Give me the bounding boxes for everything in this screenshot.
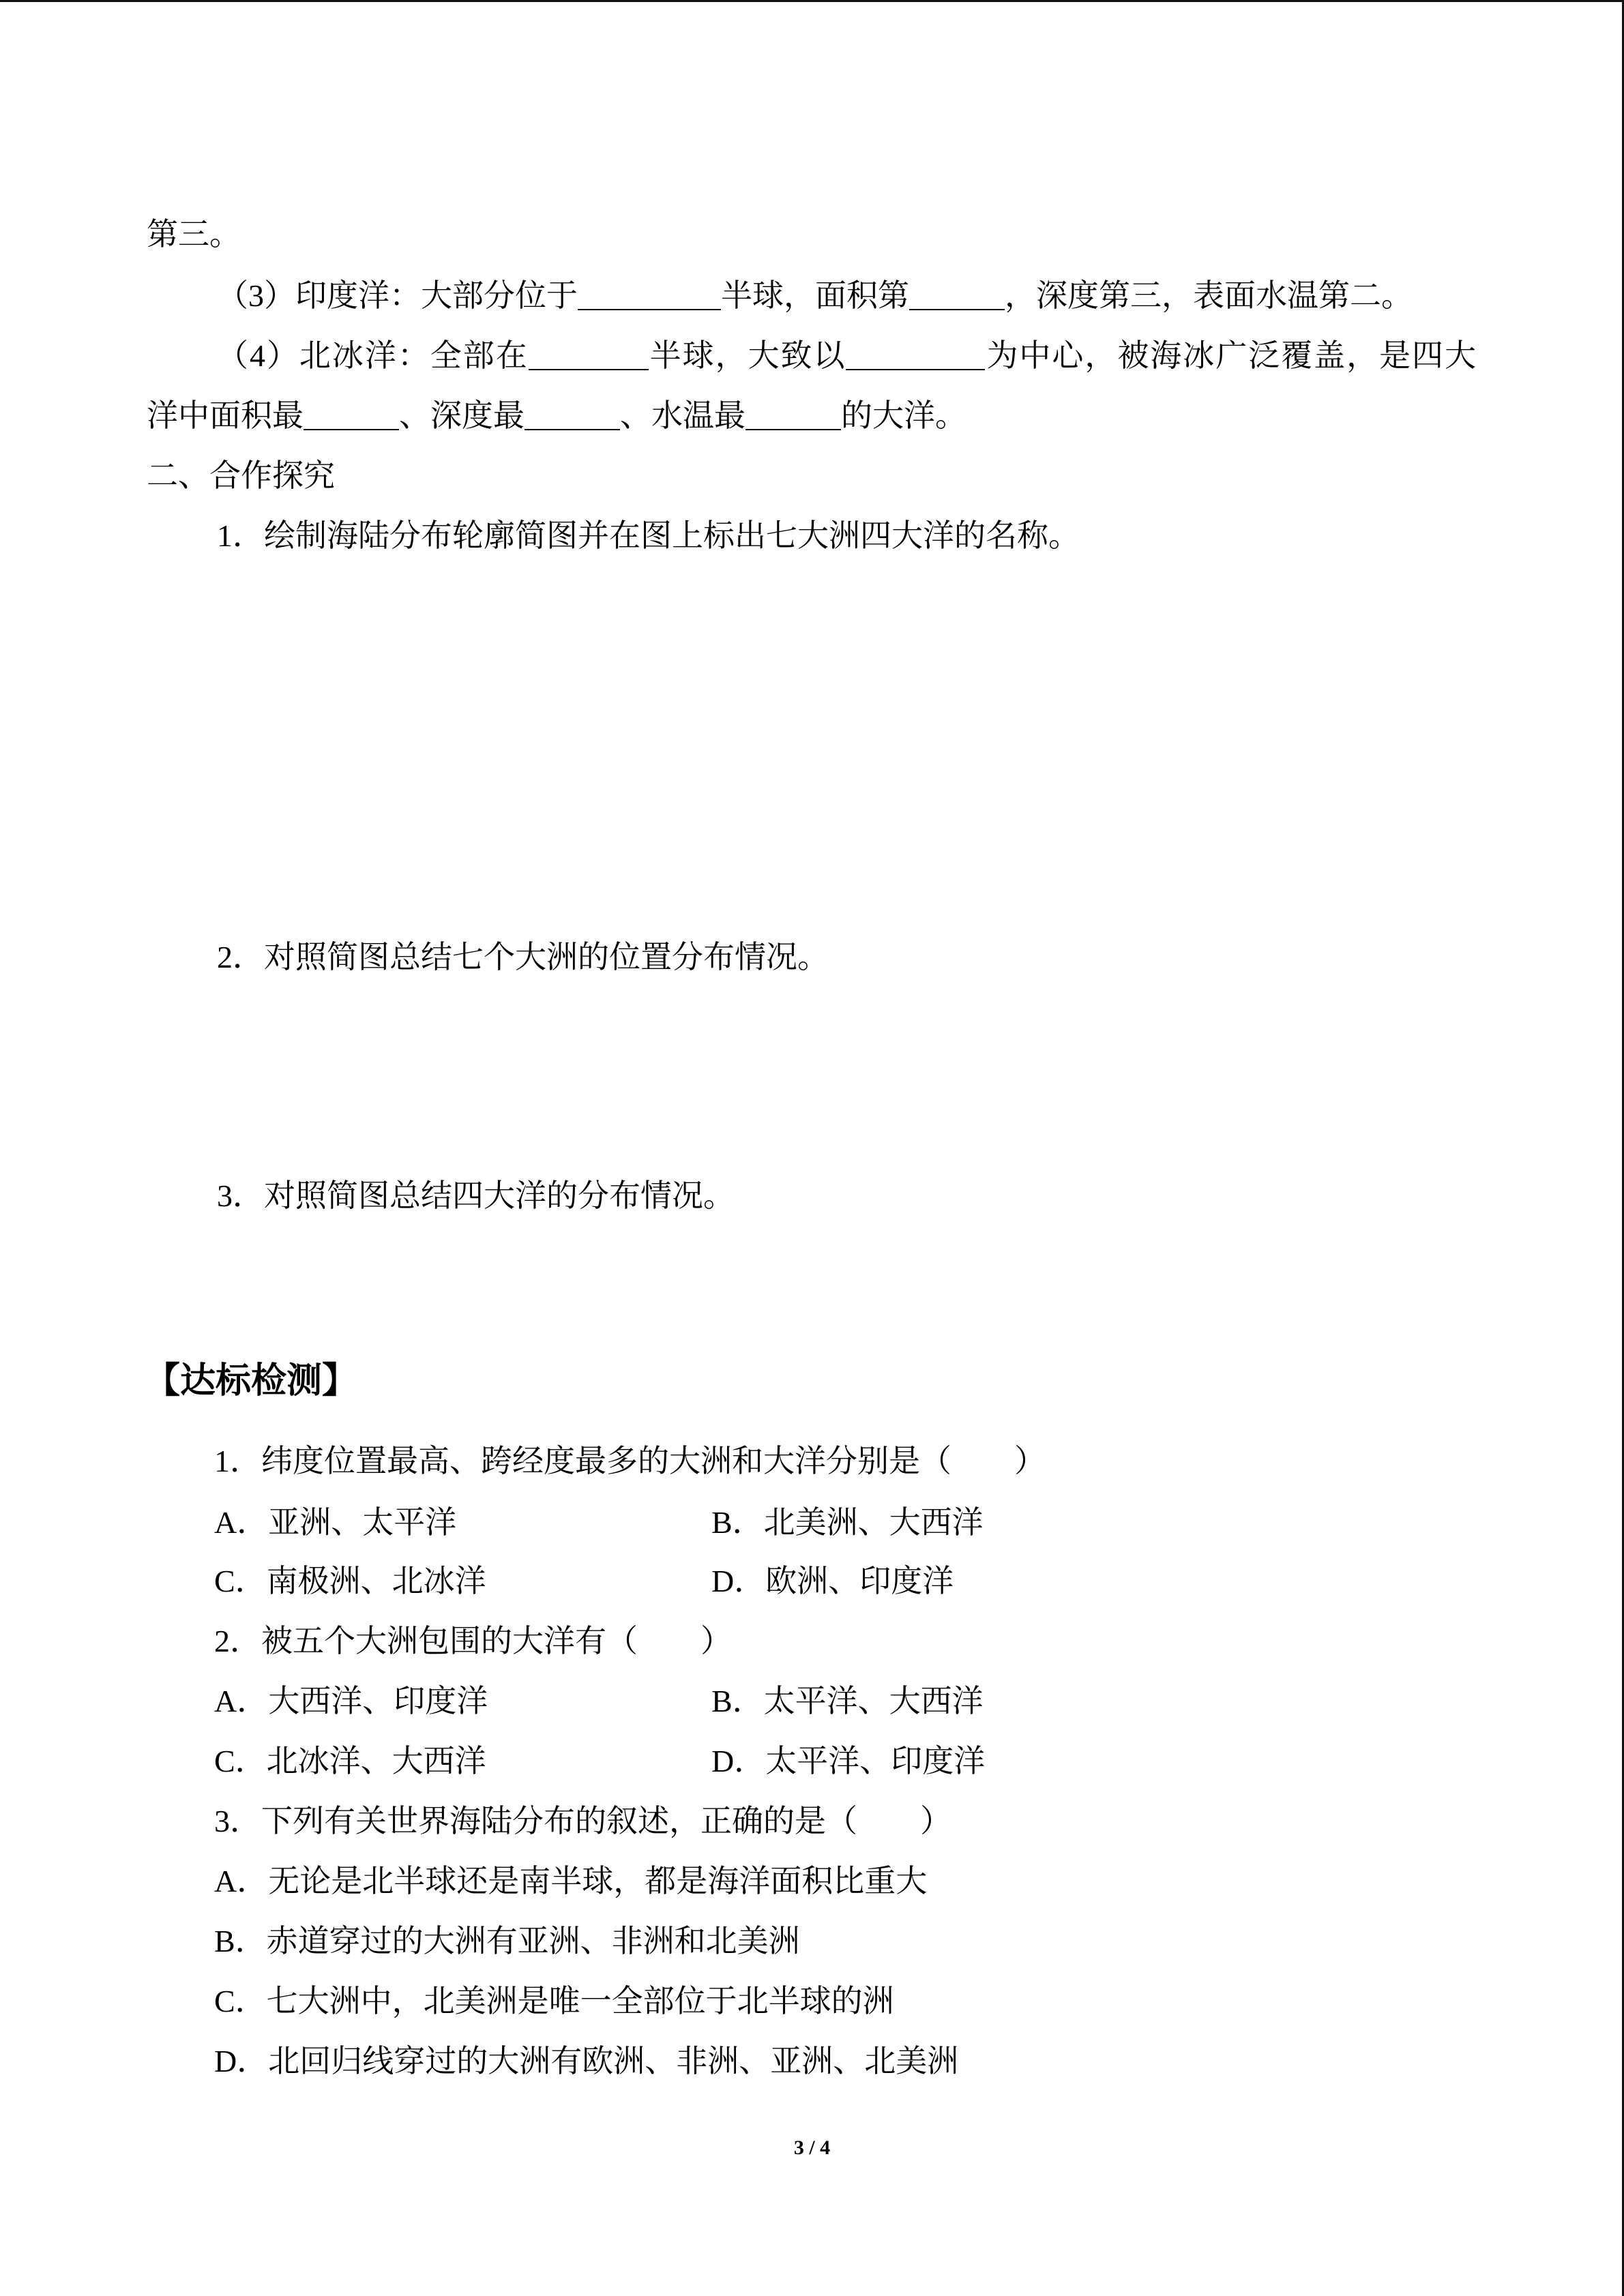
question-1-option-c: C．南极洲、北冰洋 xyxy=(214,1564,486,1598)
arctic-ocean-text-2: 半球，大致以 xyxy=(648,338,846,373)
arctic-ocean-text-3: 为中心，被海冰广泛覆盖，是四大 xyxy=(985,338,1476,373)
arctic-ocean-text-5: 、深度最 xyxy=(399,398,525,433)
arctic-ocean-line-2 xyxy=(147,396,966,436)
question-3-option-c: C．七大洲中，北美洲是唯一全部位于北半球的洲 xyxy=(214,1984,894,2018)
cooperative-inquiry-heading: 二、合作探究 xyxy=(147,458,335,493)
question-1-option-d: D．欧洲、印度洋 xyxy=(711,1564,954,1598)
question-1-stem: 1．纬度位置最高、跨经度最多的大洲和大洋分别是（ ） xyxy=(214,1444,1046,1478)
question-3-option-a: A．无论是北半球还是南半球，都是海洋面积比重大 xyxy=(214,1864,928,1898)
answer-blank xyxy=(529,338,649,370)
answer-blank xyxy=(304,398,399,430)
question-2-option-b: B．太平洋、大西洋 xyxy=(711,1684,984,1718)
answer-blank xyxy=(578,278,721,310)
question-3-stem: 3．下列有关世界海陆分布的叙述，正确的是（ ） xyxy=(214,1804,951,1838)
arctic-ocean-line-1 xyxy=(217,336,1476,376)
indian-ocean-text-2: 半球，面积第 xyxy=(721,278,909,313)
page-number: 3 / 4 xyxy=(793,2136,831,2159)
answer-blank xyxy=(745,398,841,430)
question-3-option-d: D．北回归线穿过的大洲有欧洲、非洲、亚洲、北美洲 xyxy=(214,2044,959,2078)
question-2-stem: 2．被五个大洲包围的大洋有（ ） xyxy=(214,1624,732,1658)
inquiry-task-3: 3．对照简图总结四大洋的分布情况。 xyxy=(217,1178,735,1213)
question-2-option-d: D．太平洋、印度洋 xyxy=(711,1744,986,1778)
continuation-text: 第三。 xyxy=(147,217,241,252)
arctic-ocean-text-4: 洋中面积最 xyxy=(147,398,304,433)
question-1-option-a: A．亚洲、太平洋 xyxy=(214,1505,457,1540)
assessment-heading: 【达标检测】 xyxy=(145,1361,358,1401)
indian-ocean-line xyxy=(217,275,1413,316)
question-1-option-b: B．北美洲、大西洋 xyxy=(711,1505,984,1540)
question-2-option-a: A．大西洋、印度洋 xyxy=(214,1684,488,1718)
arctic-ocean-text-7: 的大洋。 xyxy=(841,398,966,433)
arctic-ocean-text-1: （4）北冰洋：全部在 xyxy=(217,338,529,373)
arctic-ocean-text-6: 、水温最 xyxy=(620,398,745,433)
answer-blank xyxy=(909,278,1005,310)
indian-ocean-text-1: （3）印度洋：大部分位于 xyxy=(217,278,578,313)
answer-blank xyxy=(846,338,985,370)
indian-ocean-text-3: ，深度第三，表面水温第二。 xyxy=(1005,278,1413,313)
answer-blank xyxy=(525,398,620,430)
question-2-option-c: C．北冰洋、大西洋 xyxy=(214,1744,486,1778)
question-3-option-b: B．赤道穿过的大洲有亚洲、非洲和北美洲 xyxy=(214,1924,800,1958)
inquiry-task-2: 2．对照简图总结七个大洲的位置分布情况。 xyxy=(217,940,829,974)
inquiry-task-1: 1．绘制海陆分布轮廓简图并在图上标出七大洲四大洋的名称。 xyxy=(217,518,1080,553)
